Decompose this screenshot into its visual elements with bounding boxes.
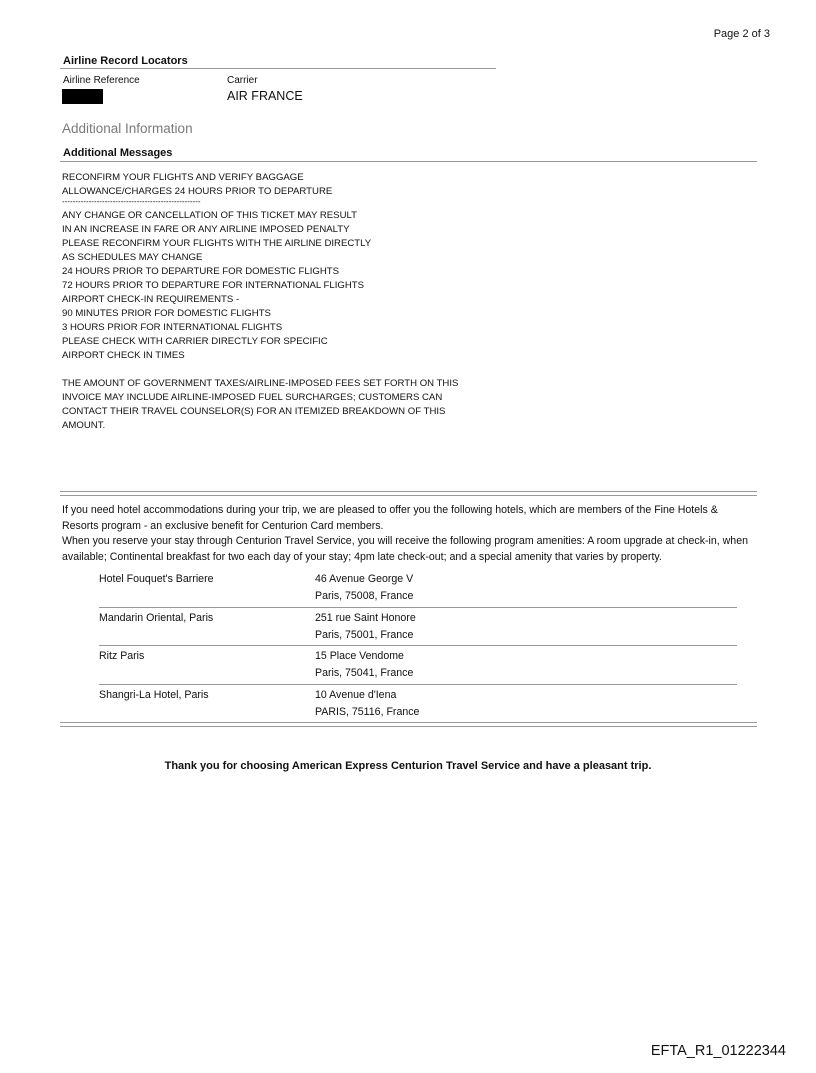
additional-information-heading: Additional Information	[62, 121, 193, 136]
section-divider	[60, 68, 496, 69]
hotel-address-street: 46 Avenue George V	[315, 573, 414, 585]
double-divider-bottom	[60, 722, 757, 727]
hotel-row	[99, 608, 737, 647]
carrier-label: Carrier	[227, 75, 258, 86]
document-id: EFTA_R1_01222344	[650, 1043, 786, 1059]
page-number: Page 2 of 3	[713, 28, 770, 40]
message-taxes-fees: THE AMOUNT OF GOVERNMENT TAXES/AIRLINE-IMPOSED FEES SET FORTH ON THIS INVOICE MAY INCLUDE AIRLINE-IMPOSED FUEL SURCHARGES; CUSTOMERS CAN CONTACT THEIR TRAVEL COUNSELOR(S) FOR AN ITEMIZED BREAKDOWN OF THIS AMOUNT.	[62, 378, 459, 431]
hotel-name: Hotel Fouquet's Barriere	[99, 573, 214, 585]
airline-record-locators-title: Airline Record Locators	[63, 55, 188, 67]
hotel-name: Ritz Paris	[99, 650, 145, 662]
hotel-row	[99, 646, 737, 685]
hotel-name: Shangri-La Hotel, Paris	[99, 688, 209, 701]
additional-messages-title: Additional Messages	[63, 147, 173, 159]
hotel-row	[99, 569, 737, 608]
hotel-address-street: 10 Avenue d'Iena	[315, 688, 397, 701]
hotel-address-city: Paris, 75001, France	[315, 628, 414, 641]
redacted-airline-reference	[62, 89, 103, 104]
hotel-name: Mandarin Oriental, Paris	[99, 611, 214, 624]
hotel-intro	[62, 503, 752, 565]
hotel-row	[99, 685, 737, 724]
hotel-address-city: PARIS, 75116, France	[315, 705, 420, 718]
hotel-intro-paragraph: If you need hotel accommodations during your trip, we are pleased to offer you the following hotels, which are members of the Fine Hotels & Resorts program - an exclusive benefit for Centurion Card members.	[62, 504, 718, 532]
hotel-list	[99, 569, 737, 723]
hotel-address-city: Paris, 75008, France	[315, 590, 414, 602]
hotel-address-street: 15 Place Vendome	[315, 650, 404, 662]
hotel-address-street: 251 rue Saint Honore	[315, 611, 416, 624]
closing-message: Thank you for choosing American Express Centurion Travel Service and have a pleasant trip.	[164, 760, 652, 772]
double-divider-top	[60, 491, 757, 496]
carrier-value: AIR FRANCE	[227, 89, 303, 103]
hotel-address-city: Paris, 75041, France	[315, 667, 414, 679]
message-separator: ----------------------------------------------------	[62, 197, 201, 206]
message-change-cancellation: ANY CHANGE OR CANCELLATION OF THIS TICKET MAY RESULT IN AN INCREASE IN FARE OR ANY AIRLINE IMPOSED PENALTY PLEASE RECONFIRM YOUR FLIGHTS WITH THE AIRLINE DIRECTLY AS SCHEDULES MAY CHANGE 24 HOURS PRIOR TO DEPARTURE FOR DOMESTIC FLIGHTS 72 HOURS PRIOR TO DEPARTURE FOR INTERNATIONAL FLIGHTS AIRPORT CHECK-IN REQUIREMENTS - 90 MINUTES PRIOR FOR DOMESTIC FLIGHTS 3 HOURS PRIOR FOR INTERNATIONAL FLIGHTS PLEASE CHECK WITH CARRIER DIRECTLY FOR SPECIFIC AIRPORT CHECK IN TIMES	[62, 210, 372, 361]
message-reconfirm-baggage: RECONFIRM YOUR FLIGHTS AND VERIFY BAGGAGE ALLOWANCE/CHARGES 24 HOURS PRIOR TO DEPARTURE	[62, 172, 333, 197]
airline-reference-label: Airline Reference	[63, 75, 140, 86]
section-divider	[60, 161, 757, 162]
hotel-amenities-paragraph: When you reserve your stay through Centurion Travel Service, you will receive the following program amenities: A room upgrade at check-in, when available; Continental breakfast for two each day of your stay; 4pm late check-out; and a special amenity that varies by property.	[62, 535, 748, 563]
